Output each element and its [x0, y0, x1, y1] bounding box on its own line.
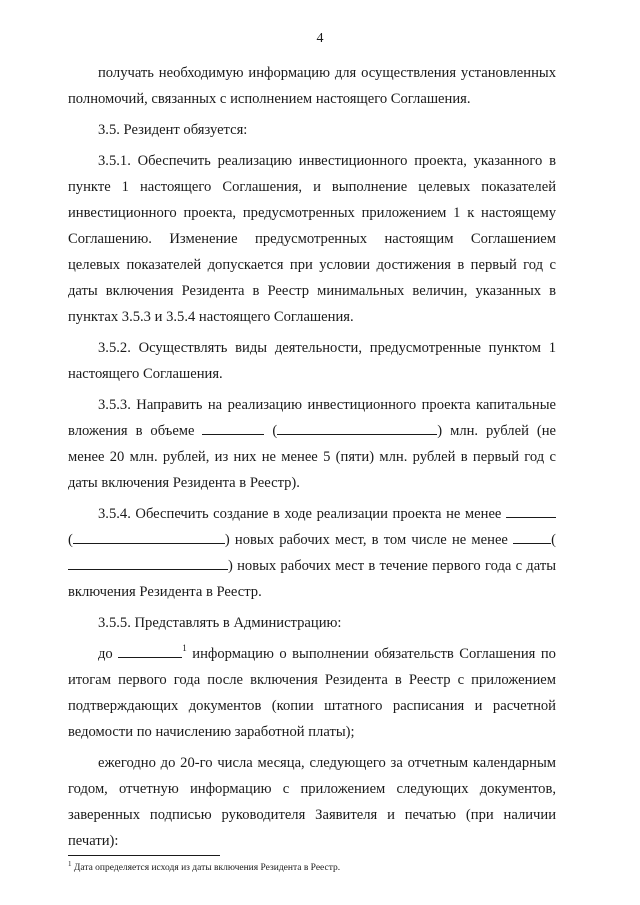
paragraph-3-5-1: 3.5.1. Обеспечить реализацию инвестиционного проекта, указанного в пункте 1 настоящего Соглашения, и выполнение целевых показателей инвестиционного проекта, предусмотренных приложением 1 к настоящему Соглашению. Изменение предусмотренных настоящим Соглашением целевых показателей допускается при условии достижения в первый год с даты включения Резидента в Реестр минимальных величин, указанных в пунктах 3.5.3 и 3.5.4 настоящего Соглашения.: [68, 153, 556, 325]
paragraph-report-deadline-text-a: до: [98, 646, 113, 662]
paragraph-3-5-2: 3.5.2. Осуществлять виды деятельности, предусмотренные пунктом 1 настоящего Соглашения.: [68, 340, 556, 382]
paragraph-3-5-3-text-b: (: [272, 423, 278, 439]
footnote: [68, 862, 568, 874]
footnote-divider: [68, 855, 220, 856]
paragraph-3-5-3-text-c: ) млн. рублей (не менее 20 млн. рублей, из них не менее 5 (пяти) млн. рублей в первый год с даты включения Резидента в Реестр).: [68, 423, 556, 491]
paragraph-3-5: 3.5. Резидент обязуется:: [98, 122, 248, 138]
paragraph-3-5-4-text-c: ) новых рабочих мест, в том числе не менее: [224, 532, 508, 548]
blank-total-jobs: [506, 502, 556, 518]
page-number: 4: [316, 31, 324, 46]
paragraph-3-5-4: [68, 501, 556, 605]
paragraph-3-5-3: [68, 392, 556, 496]
paragraph-3-5-4-text-a: 3.5.4. Обеспечить создание в ходе реализации проекта не менее: [98, 506, 502, 522]
footnote-reference: 1: [182, 643, 187, 653]
blank-total-jobs-words: [73, 528, 225, 544]
paragraph-3-5-5: 3.5.5. Представлять в Администрацию:: [98, 615, 342, 631]
blank-first-year-jobs: [513, 528, 551, 544]
footnote-text: Дата определяется исходя из даты включения Резидента в Реестр.: [73, 863, 341, 873]
paragraph-3-5-4-text-d: (: [551, 532, 556, 548]
blank-report-date: [118, 642, 182, 658]
paragraph-annual-report: ежегодно до 20-го числа месяца, следующего за отчетным календарным годом, отчетную информацию с приложением следующих документов, заверенных подписью руководителя Заявителя и печатью (при наличии печати):: [68, 755, 556, 849]
paragraph-3-5-3-text-a: 3.5.3. Направить на реализацию инвестиционного проекта капитальные вложения в объеме: [68, 397, 556, 439]
paragraph-report-deadline-text-b: информацию о выполнении обязательств Соглашения по итогам первого года после включения Резидента в Реестр с приложением подтверждающих документов (копии штатного расписания и расчетной ведомости по начислению заработной платы);: [68, 646, 556, 740]
blank-first-year-jobs-words: [68, 554, 228, 570]
paragraph-continuation: получать необходимую информацию для осуществления установленных полномочий, связанных с исполнением настоящего Соглашения.: [68, 65, 556, 107]
paragraph-3-5-4-text-b: (: [68, 532, 73, 548]
blank-investment-amount-words: [277, 419, 437, 435]
paragraph-report-deadline: [68, 641, 556, 745]
footnote-marker: 1: [68, 860, 72, 868]
blank-investment-amount: [202, 419, 264, 435]
document-body: [68, 60, 556, 859]
paragraph-3-5-4-text-e: ) новых рабочих мест в течение первого года с даты включения Резидента в Реестр.: [68, 558, 556, 600]
